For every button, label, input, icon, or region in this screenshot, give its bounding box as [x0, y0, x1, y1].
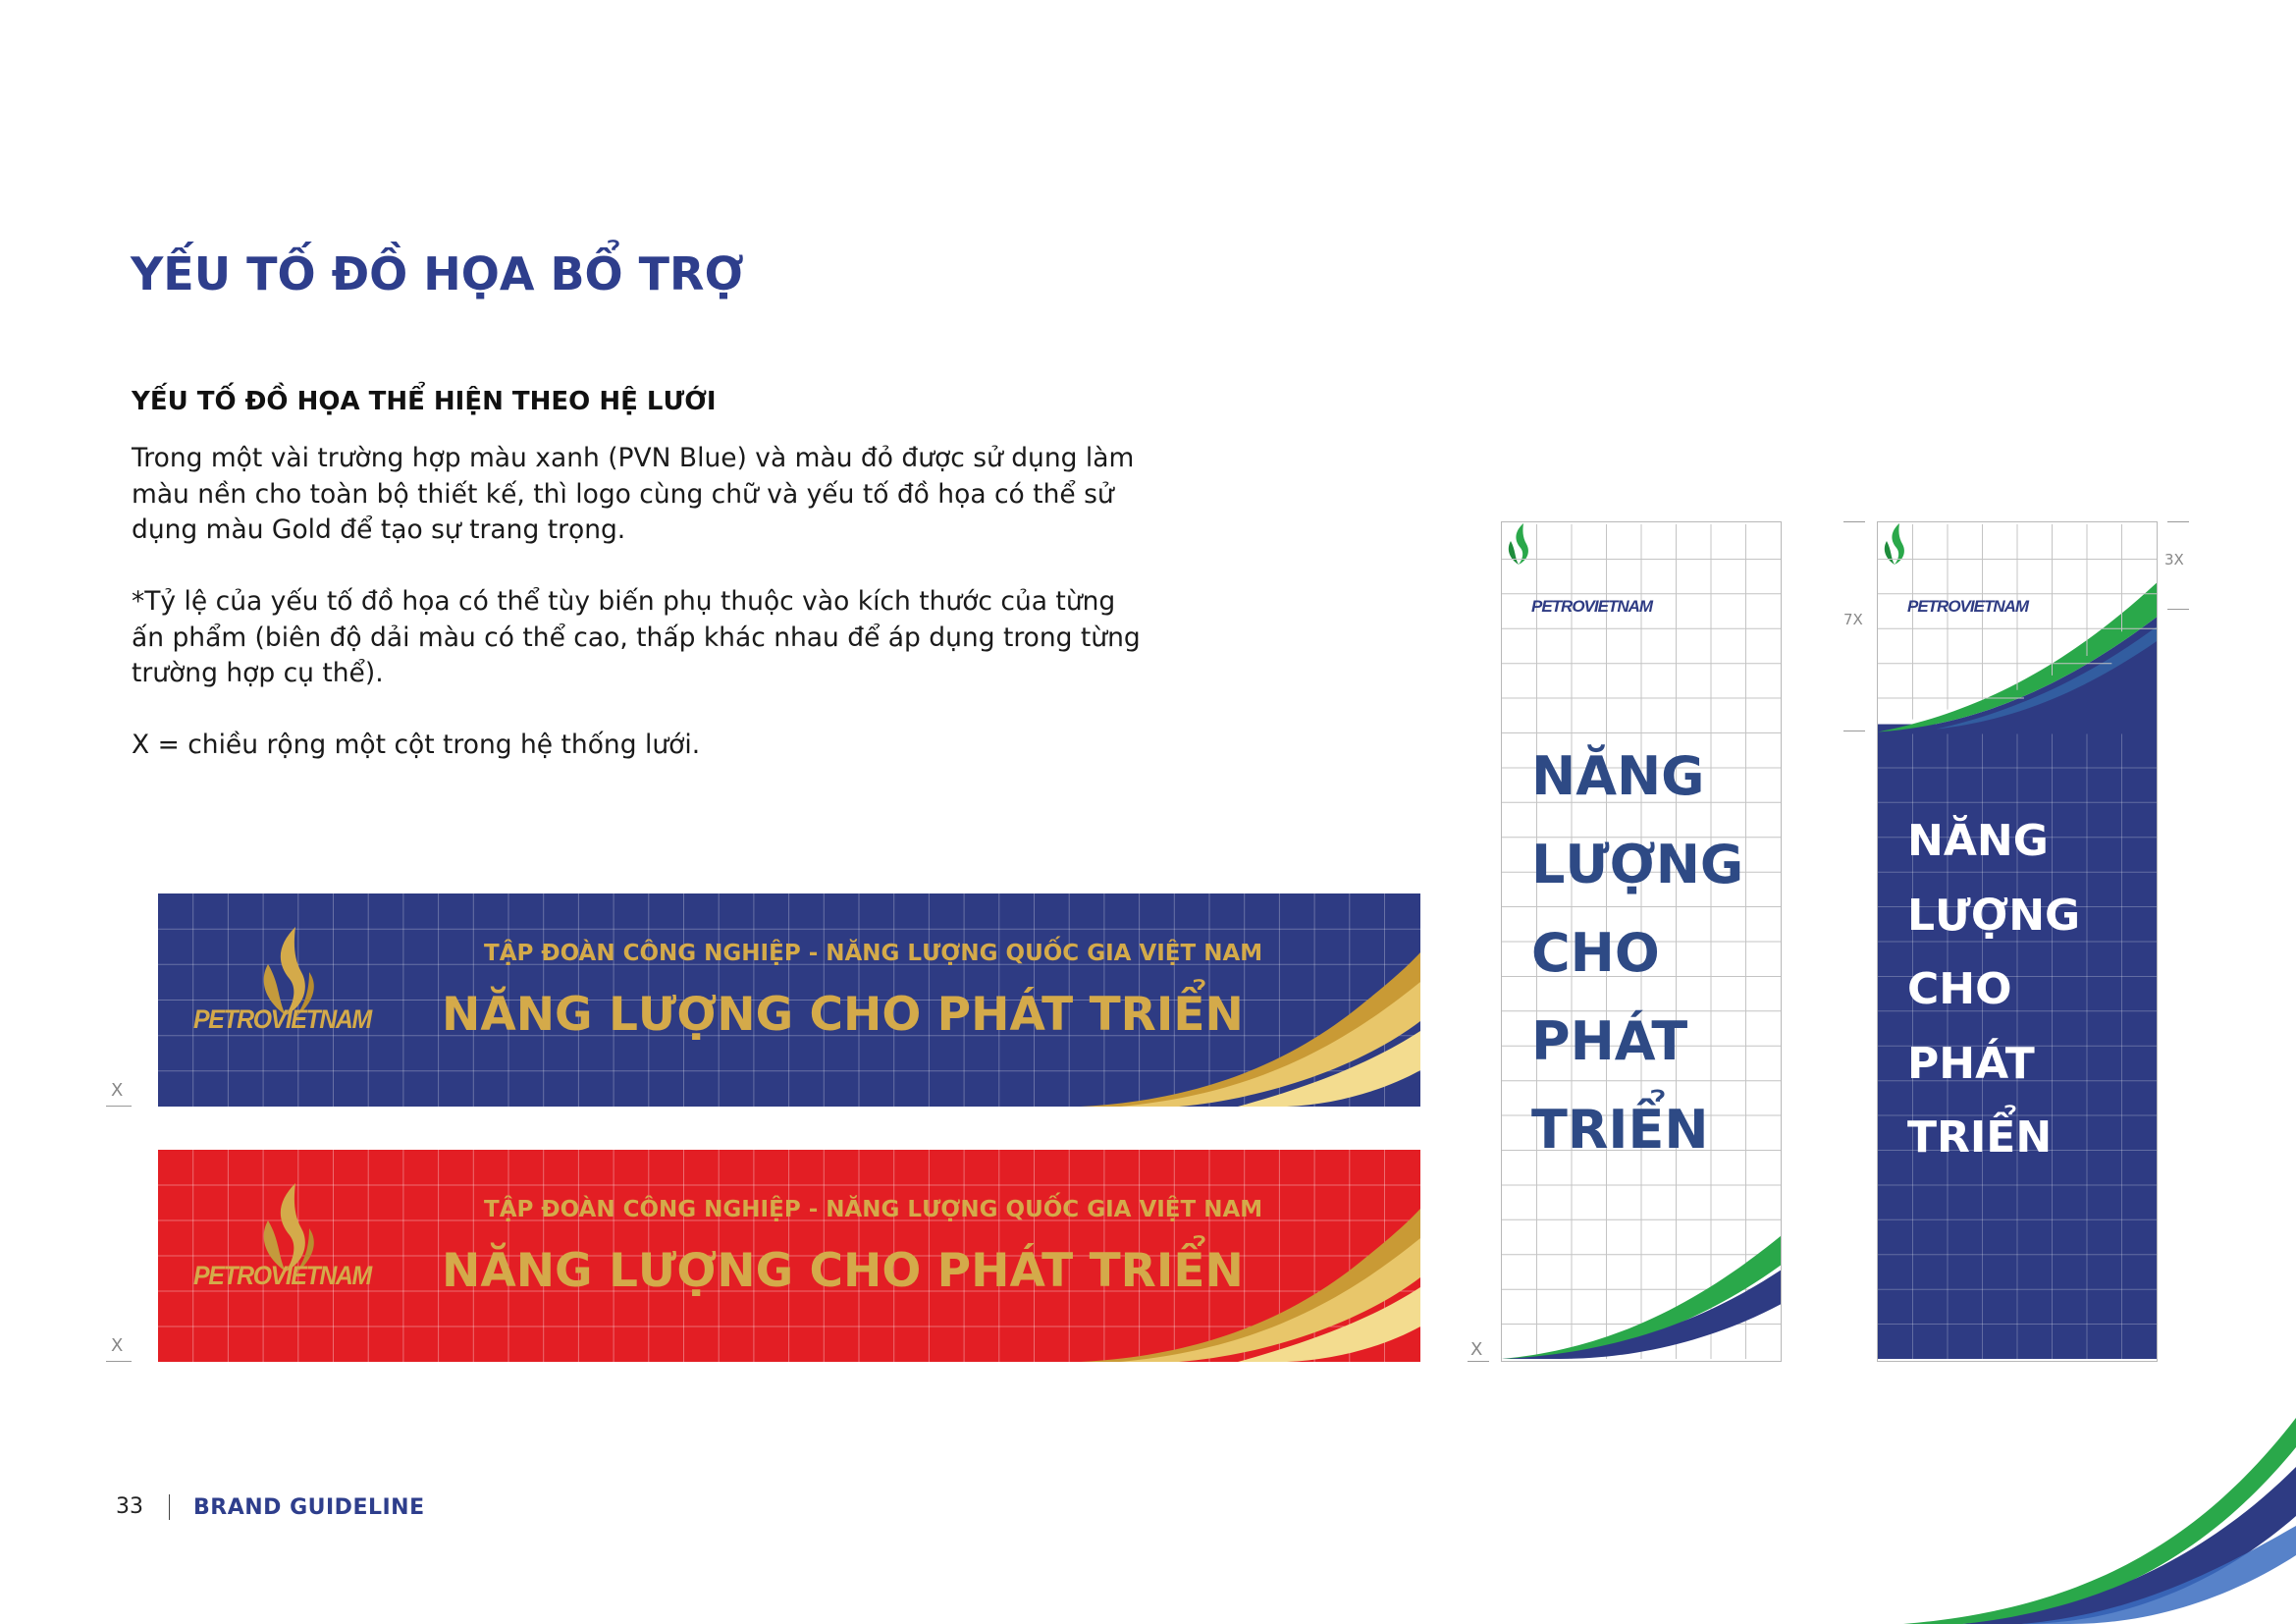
page-number: 33 [116, 1494, 143, 1519]
dimension-line [106, 1361, 132, 1362]
dimension-line [2167, 609, 2189, 610]
slogan-line: PHÁT [1907, 1038, 2035, 1089]
corporate-tagline: TẬP ĐOÀN CÔNG NGHIỆP - NĂNG LƯỢNG QUỐC GIA VIỆT NAM [484, 1197, 1263, 1222]
slogan-line: TRIỂN [1531, 1099, 1709, 1161]
footer-brand-label: BRAND GUIDELINE [193, 1495, 425, 1520]
vertical-slogan [1907, 804, 2080, 1175]
dimension-line [2167, 521, 2189, 522]
dimension-line [1843, 521, 1865, 522]
page-title: YẾU TỐ ĐỒ HỌA BỔ TRỢ [131, 247, 744, 300]
dimension-label-3x: 3X [2164, 551, 2184, 568]
corporate-tagline: TẬP ĐOÀN CÔNG NGHIỆP - NĂNG LƯỢNG QUỐC GIA VIỆT NAM [484, 941, 1263, 966]
intro-line: Trong một vài trường hợp màu xanh (PVN Blue) và màu đỏ được sử dụng làm [132, 443, 1135, 473]
slogan-line: CHO [1531, 922, 1660, 984]
footer-divider [169, 1494, 170, 1520]
logo-wordmark: PETROVIETNAM [193, 1004, 371, 1034]
dimension-label-7x: 7X [1843, 611, 1863, 628]
corner-swoosh-decoration [1903, 1329, 2296, 1624]
banner-red [158, 1150, 1420, 1362]
slogan-line: LƯỢNG [1907, 890, 2081, 941]
dimension-line [106, 1106, 132, 1107]
note-paragraph [132, 584, 1141, 692]
slogan-headline: NĂNG LƯỢNG CHO PHÁT TRIỂN [442, 988, 1244, 1042]
intro-line: màu nền cho toàn bộ thiết kế, thì logo cùng chữ và yếu tố đồ họa có thể sử [132, 478, 1114, 510]
note-line: trường hợp cụ thể). [132, 658, 384, 688]
x-definition: X = chiều rộng một cột trong hệ thống lưới. [132, 730, 701, 760]
section-subtitle: YẾU TỐ ĐỒ HỌA THỂ HIỆN THEO HỆ LƯỚI [132, 387, 717, 416]
intro-line: dụng màu Gold để tạo sự trang trọng. [132, 514, 626, 545]
slogan-line: LƯỢNG [1531, 834, 1744, 895]
slogan-line: NĂNG [1907, 816, 2049, 866]
body-text [132, 441, 1141, 799]
vertical-banner-blue [1877, 521, 2158, 1362]
slogan-line: PHÁT [1531, 1010, 1688, 1072]
slogan-line: NĂNG [1531, 745, 1705, 807]
note-line: ấn phẩm (biên độ dải màu có thể cao, thấp khác nhau để áp dụng trong từng [132, 622, 1141, 653]
x-dimension-label: X [1470, 1339, 1483, 1360]
logo-wordmark: PETROVIETNAM [1907, 597, 2029, 616]
vertical-slogan [1531, 732, 1743, 1174]
slogan-headline: NĂNG LƯỢNG CHO PHÁT TRIỂN [442, 1244, 1244, 1298]
banner-blue [158, 893, 1420, 1107]
logo-wordmark: PETROVIETNAM [193, 1261, 371, 1290]
vertical-banner-white [1501, 521, 1782, 1362]
logo-wordmark: PETROVIETNAM [1531, 597, 1653, 616]
x-dimension-label: X [111, 1335, 124, 1356]
dimension-line [1468, 1361, 1489, 1362]
slogan-line: CHO [1907, 964, 2012, 1014]
intro-paragraph [132, 441, 1135, 549]
x-dimension-label: X [111, 1080, 124, 1101]
slogan-line: TRIỂN [1907, 1112, 2053, 1163]
note-line: *Tỷ lệ của yếu tố đồ họa có thể tùy biến phụ thuộc vào kích thước của từng [132, 586, 1116, 617]
